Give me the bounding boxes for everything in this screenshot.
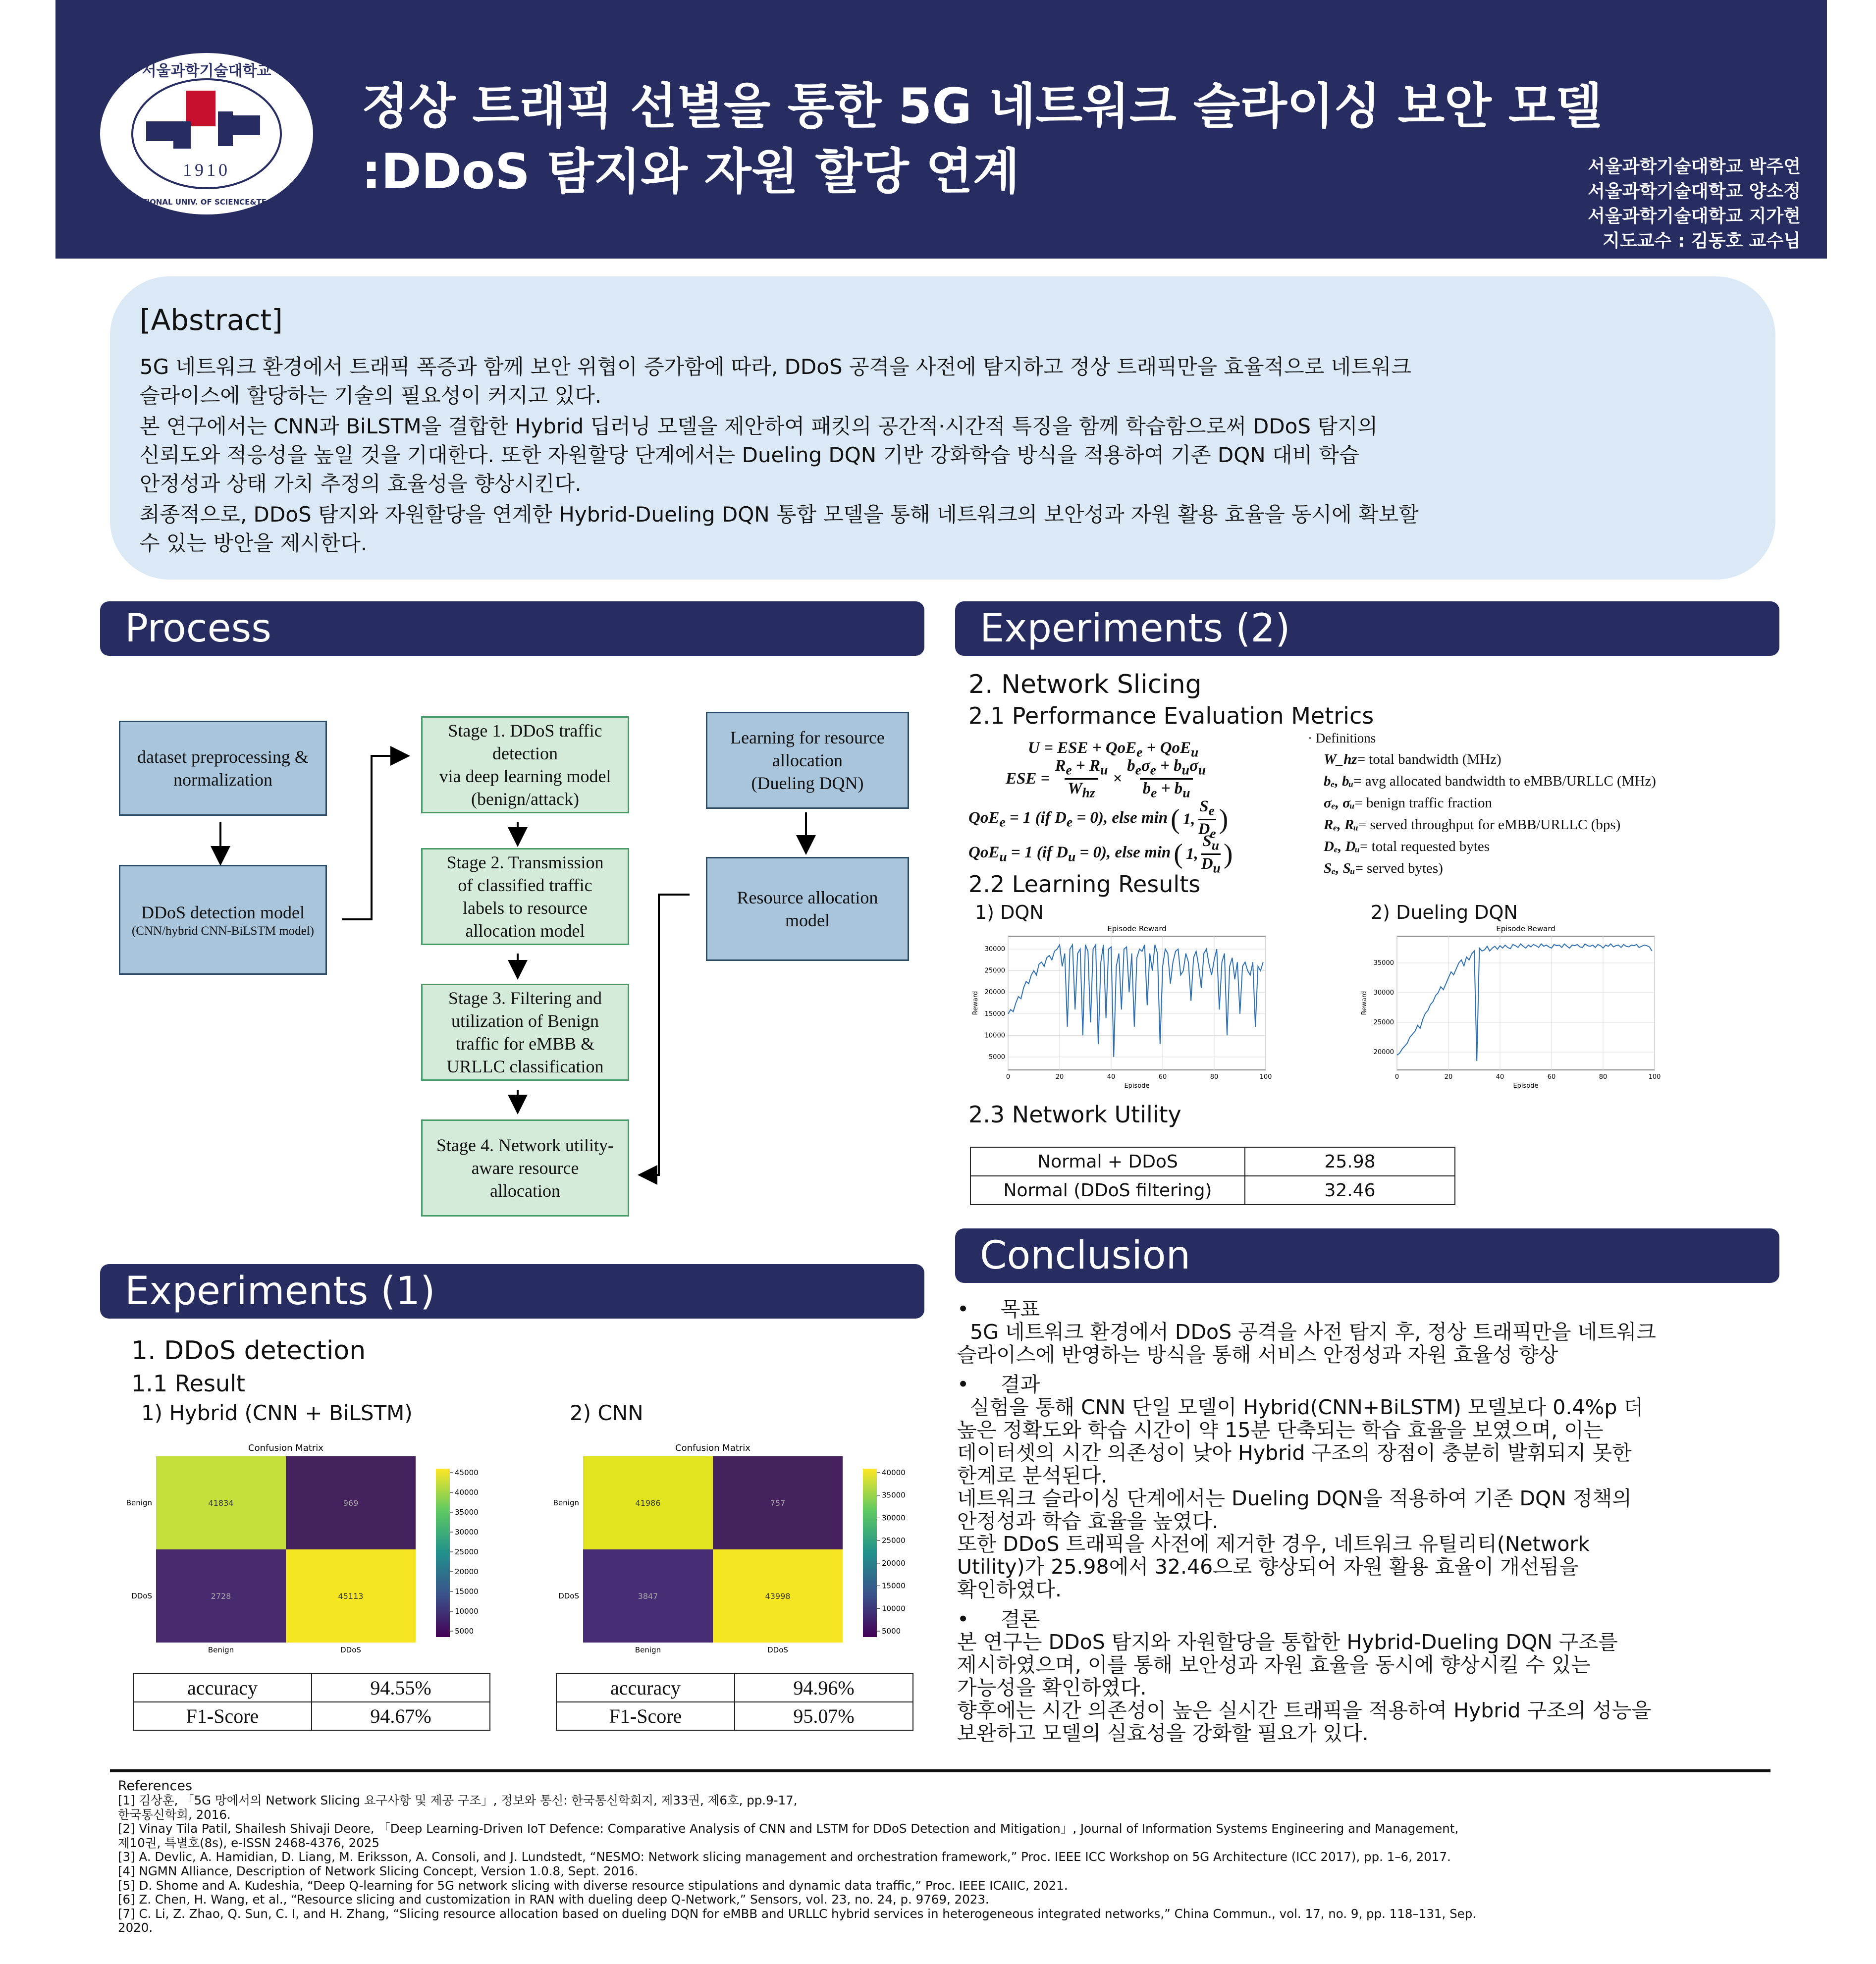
- cm-cell-value: 757: [770, 1498, 786, 1508]
- box-label: Stage 3. Filtering and: [448, 988, 602, 1008]
- abstract-line: 5G 네트워크 환경에서 트래픽 폭증과 함께 보안 위협이 증가함에 따라, DDoS 공격을 사전에 탐지하고 정상 트래픽만을 효율적으로 네트워크: [140, 355, 1411, 379]
- definition-item: [1324, 773, 1656, 790]
- definition-symbol: σₑ, σᵤ: [1324, 795, 1355, 811]
- x-tick-label: 80: [1599, 1073, 1608, 1081]
- conclusion-item-heading: [957, 1298, 1769, 1321]
- cm-colorbar-tick: 10000: [882, 1604, 906, 1613]
- result-heading: 1.1 Result: [131, 1370, 245, 1397]
- conclusion-line: 한계로 분석된다.: [957, 1464, 1108, 1487]
- conclusion-header: Conclusion: [955, 1228, 1779, 1283]
- abstract-line: 신뢰도와 적응성을 높일 것을 기대한다. 또한 자원할당 단계에서는 Dueling DQN 기반 강화학습 방식을 적용하여 기존 DQN 대비 학습: [140, 443, 1359, 467]
- definitions-title: · Definitions: [1308, 731, 1376, 745]
- perf-metrics-heading: 2.1 Performance Evaluation Metrics: [968, 702, 1374, 729]
- table-row: [556, 1702, 913, 1730]
- box-label: of classified traffic: [458, 875, 592, 895]
- equation-qoe-u: QoE$_u$ = 1 (if $D_u = 0$), else min ( 1, $S_u$ $D_u$ ): [968, 832, 1233, 876]
- conclusion-line: 제시하였으며, 이를 통해 보안성과 자원 효율을 동시에 향상시킬 수 있는: [957, 1653, 1591, 1677]
- metric-name: F1-Score: [133, 1702, 312, 1730]
- y-tick-label: 5000: [988, 1053, 1005, 1061]
- conclusion-line: 확인하였다.: [957, 1578, 1062, 1601]
- cm-title: Confusion Matrix: [675, 1443, 750, 1453]
- cm-col-label: Benign: [635, 1646, 661, 1654]
- conclusion-body: [957, 1298, 1769, 1745]
- box-label: allocation: [490, 1181, 560, 1201]
- abstract-line: 최종적으로, DDoS 탐지와 자원할당을 연계한 Hybrid-Dueling DQN 통합 모델을 통해 네트워크의 보안성과 자원 활용 효율을 동시에 확보할: [140, 502, 1419, 527]
- y-tick-label: 15000: [984, 1010, 1005, 1018]
- box-label: dataset preprocessing & normalization: [137, 747, 309, 790]
- conclusion-line: Utility)가 25.98에서 32.46으로 향상되어 자원 활용 효율이 개선됨을: [957, 1555, 1579, 1579]
- cm-colorbar-tick: 35000: [882, 1490, 906, 1500]
- equation-qoe-e: QoE$_e$ = 1 (if $D_e = 0$), else min ( 1, $S_e$ $D_e$ ): [968, 797, 1229, 841]
- definition-symbol: W_hz: [1324, 751, 1357, 767]
- metric-value: 94.96%: [735, 1674, 913, 1702]
- y-tick-label: 20000: [984, 989, 1005, 997]
- x-tick-label: 0: [1006, 1073, 1011, 1081]
- conclusion-line: 높은 정확도와 학습 시간이 약 15분 단축되는 학습 효율을 보였으며, 이는: [957, 1418, 1604, 1442]
- university-logo: [99, 52, 315, 215]
- y-tick-label: 10000: [984, 1032, 1005, 1040]
- cm-cell-value: 43998: [765, 1592, 791, 1601]
- conclusion-line: 네트워크 슬라이싱 단계에서는 Dueling DQN을 적용하여 기존 DQN 정책의: [957, 1486, 1632, 1510]
- y-tick-label: 25000: [1373, 1019, 1394, 1026]
- stage-2-box: [421, 848, 629, 945]
- x-tick-label: 80: [1210, 1073, 1219, 1081]
- conclusion-line: 5G 네트워크 환경에서 DDoS 공격을 사전 탐지 후, 정상 트래픽만을 네트워크: [957, 1320, 1656, 1344]
- box-label: utilization of Benign: [451, 1011, 599, 1031]
- utility-value: 25.98: [1245, 1147, 1455, 1176]
- x-axis-label: Episode: [1513, 1082, 1539, 1090]
- cm-colorbar-tick: 40000: [455, 1488, 479, 1497]
- cm-cell-value: 2728: [211, 1592, 231, 1601]
- reference-line: [3] A. Devlic, A. Hamidian, D. Liang, M. Eriksson, A. Consoli, and J. Lundstedt, “NESMO: Network slicing management and orchestration framework,” Proc. IEEE ICC Workshop on 5G Architecture (ICC 2017), pp. 1–6, 2017.: [118, 1850, 1451, 1864]
- metric-name: F1-Score: [556, 1702, 735, 1730]
- confusion-matrix-hybrid: [119, 1439, 505, 1672]
- network-utility-table: [970, 1147, 1455, 1205]
- cm-row-label: DDoS: [131, 1592, 152, 1600]
- table-row: [133, 1674, 490, 1702]
- abstract-line: 안정성과 상태 가치 추정의 효율성을 향상시킨다.: [140, 472, 582, 496]
- reference-line: 한국통신학회, 2016.: [118, 1807, 231, 1822]
- conclusion-line: 데이터셋의 시간 의존성이 낮아 Hybrid 구조의 장점이 충분히 발휘되지 못한: [957, 1441, 1632, 1465]
- stage-4-box: [421, 1119, 629, 1217]
- cm-colorbar-tick: 25000: [455, 1547, 479, 1556]
- y-tick-label: 30000: [984, 946, 1005, 954]
- ddos-detection-model-box: [119, 865, 327, 975]
- hybrid-metrics-table: [133, 1673, 490, 1731]
- svg-text:1910: 1910: [183, 160, 230, 180]
- box-label: aware resource: [471, 1158, 579, 1178]
- poster-title-line-1: 정상 트래픽 선별을 통한 5G 네트워크 슬라이싱 보안 모델: [362, 78, 1603, 135]
- x-tick-label: 20: [1444, 1073, 1453, 1081]
- stage-1-box: [421, 716, 629, 813]
- cm-colorbar-tick: 35000: [455, 1508, 479, 1517]
- author-3: 서울과학기술대학교 지가현: [1588, 206, 1801, 226]
- box-label: allocation: [772, 750, 843, 770]
- definition-item: [1324, 839, 1490, 855]
- metric-value: 94.67%: [312, 1702, 490, 1730]
- table-row: [970, 1176, 1455, 1205]
- cm-colorbar-tick: 25000: [882, 1536, 906, 1545]
- box-label: allocation model: [465, 921, 585, 941]
- reference-line: [5] D. Shome and A. Kudeshia, “Deep Q-learning for 5G network slicing with diverse resource stipulations and dynamic data traffic,” Proc. IEEE ICAIIC, 2021.: [118, 1878, 1068, 1893]
- cm-colorbar-tick: 15000: [455, 1587, 479, 1596]
- cm-row-label: Benign: [126, 1498, 152, 1507]
- definition-text: = total bandwidth (MHz): [1357, 751, 1501, 767]
- conclusion-heading-text: 결과: [1001, 1373, 1040, 1396]
- reference-line: 2020.: [118, 1920, 153, 1935]
- y-axis-label: Reward: [1361, 991, 1368, 1015]
- definition-text: = served bytes): [1355, 860, 1443, 876]
- conclusion-line: 향후에는 시간 의존성이 높은 실시간 트래픽을 적용하여 Hybrid 구조의 성능을: [957, 1699, 1652, 1722]
- definition-item: [1324, 817, 1620, 833]
- box-label: Learning for resource: [730, 728, 885, 747]
- cm-cell-value: 969: [343, 1498, 359, 1508]
- conclusion-line: 또한 DDoS 트래픽을 사전에 제거한 경우, 네트워크 유틸리티(Network: [957, 1532, 1590, 1556]
- table-row: [133, 1702, 490, 1730]
- cm-cell-value: 45113: [338, 1592, 364, 1601]
- chart-title: Episode Reward: [1496, 924, 1555, 933]
- abstract-line: 슬라이스에 할당하는 기술의 필요성이 커지고 있다.: [140, 383, 602, 408]
- network-utility-heading: 2.3 Network Utility: [968, 1101, 1181, 1128]
- y-tick-label: 30000: [1373, 989, 1394, 997]
- y-axis-label: Reward: [972, 991, 979, 1015]
- hybrid-label: 1) Hybrid (CNN + BiLSTM): [141, 1401, 413, 1425]
- x-tick-label: 60: [1158, 1073, 1167, 1081]
- cm-colorbar-tick: 40000: [882, 1468, 906, 1477]
- cm-col-label: Benign: [208, 1646, 234, 1654]
- dueling-dqn-label: 2) Dueling DQN: [1371, 902, 1518, 923]
- stage-3-box: [421, 984, 629, 1081]
- bullet: •: [957, 1607, 969, 1631]
- x-tick-label: 100: [1648, 1073, 1661, 1081]
- chart-title: Episode Reward: [1107, 924, 1167, 933]
- box-label: URLLC classification: [446, 1057, 604, 1076]
- abstract-line: 본 연구에서는 CNN과 BiLSTM을 결합한 Hybrid 딥러닝 모델을 제안하여 패킷의 공간적·시간적 특징을 함께 학습함으로써 DDoS 탐지의: [140, 414, 1378, 438]
- conclusion-line: 안정성과 학습 효율을 높였다.: [957, 1509, 1219, 1533]
- x-tick-label: 0: [1394, 1073, 1399, 1081]
- cm-colorbar-tick: 30000: [455, 1528, 479, 1537]
- author-2: 서울과학기술대학교 양소정: [1588, 181, 1801, 202]
- references-list: [118, 1794, 1792, 1935]
- cm-colorbar-tick: 30000: [882, 1513, 906, 1523]
- definition-symbol: Sₑ, Sᵤ: [1324, 860, 1355, 876]
- conclusion-line: 슬라이스에 반영하는 방식을 통해 서비스 안정성과 자원 효율성 향상: [957, 1343, 1558, 1367]
- reference-line: [2] Vinay Tila Patil, Shailesh Shivaji Deore, 「Deep Learning-Driven IoT Defence: Comparative Analysis of CNN and LSTM for DDoS Detection and Mitigation」, Journal of Information Systems Engineering and Management,: [118, 1821, 1459, 1836]
- metric-name: accuracy: [133, 1674, 312, 1702]
- dataset-preprocessing-box: [119, 721, 327, 816]
- conclusion-heading-text: 결론: [1001, 1607, 1040, 1631]
- y-tick-label: 20000: [1373, 1049, 1394, 1056]
- conclusion-line: 가능성을 확인하였다.: [957, 1676, 1147, 1699]
- cm-colorbar-tick: 10000: [455, 1607, 479, 1616]
- x-tick-label: 100: [1259, 1073, 1272, 1081]
- reference-line: 제10권, 특별호(8s), e-ISSN 2468-4376, 2025: [118, 1835, 379, 1850]
- cm-col-label: DDoS: [767, 1646, 788, 1654]
- definition-text: = total requested bytes: [1360, 839, 1490, 854]
- dqn-reward-chart: [968, 921, 1290, 1090]
- box-label: traffic for eMBB &: [455, 1034, 595, 1054]
- reference-line: [7] C. Li, Z. Zhao, Q. Sun, C. I, and H. Zhang, “Slicing resource allocation based on dueling DQN for eMBB and URLLC hybrid services in heterogeneous integrated networks,” China Commun., vol. 17, no. 9, pp. 118–131, Sep.: [118, 1906, 1477, 1921]
- bullet: •: [957, 1297, 969, 1321]
- conclusion-item-heading: [957, 1373, 1769, 1396]
- box-label: DDoS detection model: [141, 902, 305, 922]
- utility-value: 32.46: [1245, 1176, 1455, 1205]
- cm-colorbar-tick: 20000: [882, 1558, 906, 1568]
- metric-value: 94.55%: [312, 1674, 490, 1702]
- box-label: Stage 4. Network utility-: [436, 1135, 614, 1155]
- poster-title-line-2: :DDoS 탐지와 자원 할당 연계: [362, 144, 1020, 200]
- x-axis-label: Episode: [1124, 1082, 1150, 1090]
- box-label: (benign/attack): [471, 789, 579, 809]
- definition-symbol: bₑ, bᵤ: [1324, 773, 1354, 789]
- references-divider: [110, 1769, 1770, 1772]
- references-title: References: [118, 1778, 193, 1794]
- box-label: Resource allocation: [737, 888, 878, 907]
- learning-resource-allocation-box: [706, 712, 909, 809]
- dqn-label: 1) DQN: [975, 902, 1044, 923]
- metric-value: 95.07%: [735, 1702, 913, 1730]
- reference-line: [4] NGMN Alliance, Description of Network Slicing Concept, Version 1.0.8, Sept. 2016.: [118, 1863, 639, 1878]
- experiments-2-header: Experiments (2): [955, 601, 1779, 656]
- reference-line: [1] 김상훈, 「5G 망에서의 Network Slicing 요구사항 및 제공 구조」, 정보와 통신: 한국통신학회지, 제33권, 제6호, pp.9-17,: [118, 1793, 798, 1807]
- experiments-1-header: Experiments (1): [100, 1264, 924, 1319]
- cm-colorbar-tick: 5000: [455, 1627, 474, 1636]
- cm-cell-value: 41986: [635, 1498, 661, 1508]
- box-sublabel: (CNN/hybrid CNN-BiLSTM model): [131, 924, 315, 938]
- conclusion-line: 실험을 통해 CNN 단일 모델이 Hybrid(CNN+BiLSTM) 모델보다 0.4%p 더: [957, 1395, 1644, 1419]
- y-tick-label: 35000: [1373, 959, 1394, 967]
- confusion-matrix-cnn: [546, 1439, 932, 1672]
- conclusion-heading-text: 목표: [1001, 1297, 1040, 1321]
- cm-cell-value: 41834: [208, 1498, 234, 1508]
- abstract-title: [Abstract]: [140, 303, 283, 337]
- advisor: 지도교수 : 김동호 교수님: [1603, 231, 1801, 251]
- box-label: detection: [492, 743, 558, 763]
- definition-text: = benign traffic fraction: [1354, 795, 1492, 811]
- x-tick-label: 60: [1547, 1073, 1556, 1081]
- equation-utility: U = ESE + QoE$_e$ + QoE$_u$: [1028, 739, 1199, 760]
- cm-colorbar-tick: 45000: [455, 1468, 479, 1477]
- author-1: 서울과학기술대학교 박주연: [1588, 157, 1801, 177]
- cm-row-label: Benign: [553, 1498, 579, 1507]
- definition-item: [1324, 751, 1501, 768]
- svg-text:서울과학기술대학교: 서울과학기술대학교: [142, 62, 271, 80]
- definition-item: [1324, 860, 1443, 877]
- cm-colorbar-tick: 15000: [882, 1581, 906, 1591]
- bullet: •: [957, 1373, 969, 1396]
- definition-symbol: Dₑ, Dᵤ: [1324, 839, 1360, 854]
- conclusion-item-heading: [957, 1608, 1769, 1631]
- svg-text:SEOUL NATIONAL UNIV. OF SCIENC: SEOUL NATIONAL UNIV. OF SCIENCE&TECHNOLOGY: [100, 198, 313, 207]
- cm-title: Confusion Matrix: [248, 1443, 323, 1453]
- chart-frame: [1397, 936, 1655, 1070]
- definition-text: = served throughput for eMBB/URLLC (bps): [1358, 817, 1621, 833]
- network-slicing-heading: 2. Network Slicing: [968, 670, 1202, 699]
- cm-col-label: DDoS: [340, 1646, 361, 1654]
- learning-results-heading: 2.2 Learning Results: [968, 871, 1201, 898]
- utility-case: Normal (DDoS filtering): [970, 1176, 1245, 1205]
- cm-colorbar: [863, 1469, 877, 1637]
- cm-row-label: DDoS: [558, 1592, 579, 1600]
- ddos-detection-heading: 1. DDoS detection: [131, 1336, 366, 1366]
- cm-colorbar-tick: 20000: [455, 1567, 479, 1576]
- definition-symbol: Rₑ, Rᵤ: [1324, 817, 1358, 833]
- y-tick-label: 25000: [984, 967, 1005, 975]
- table-row: [556, 1674, 913, 1702]
- definition-text: = avg allocated bandwidth to eMBB/URLLC (MHz): [1353, 773, 1656, 789]
- box-label: (Dueling DQN): [751, 773, 864, 793]
- box-label: via deep learning model: [439, 766, 611, 786]
- dueling-dqn-reward-chart: [1357, 921, 1679, 1090]
- x-tick-label: 40: [1496, 1073, 1504, 1081]
- box-label: Stage 1. DDoS traffic: [448, 721, 602, 741]
- cm-colorbar-tick: 5000: [882, 1627, 901, 1636]
- cnn-label: 2) CNN: [570, 1401, 643, 1425]
- box-label: Stage 2. Transmission: [446, 852, 604, 872]
- box-label: model: [785, 910, 830, 930]
- cm-colorbar: [436, 1469, 450, 1637]
- utility-case: Normal + DDoS: [970, 1147, 1245, 1176]
- table-row: [970, 1147, 1455, 1176]
- abstract-line: 수 있는 방안을 제시한다.: [140, 531, 368, 555]
- metric-name: accuracy: [556, 1674, 735, 1702]
- box-label: labels to resource: [463, 898, 588, 918]
- cnn-metrics-table: [556, 1673, 913, 1731]
- conclusion-line: 본 연구는 DDoS 탐지와 자원할당을 통합한 Hybrid-Dueling DQN 구조를: [957, 1630, 1618, 1654]
- x-tick-label: 40: [1107, 1073, 1116, 1081]
- resource-allocation-model-box: [706, 857, 909, 961]
- conclusion-line: 보완하고 모델의 실효성을 강화할 필요가 있다.: [957, 1721, 1369, 1745]
- cm-cell-value: 3847: [638, 1592, 658, 1601]
- x-tick-label: 20: [1055, 1073, 1064, 1081]
- equation-ese: ESE = $R_e + R_u$ $W_{hz}$ × $b_e\sigma_e + b_u\sigma_u$ $b_e + b_u$: [1006, 757, 1206, 800]
- reference-line: [6] Z. Chen, H. Wang, et al., “Resource slicing and customization in RAN with dueling deep Q-Network,” Sensors, vol. 23, no. 24, p. 9769, 2023.: [118, 1892, 989, 1907]
- process-header: Process: [100, 601, 924, 656]
- definition-item: [1324, 795, 1492, 811]
